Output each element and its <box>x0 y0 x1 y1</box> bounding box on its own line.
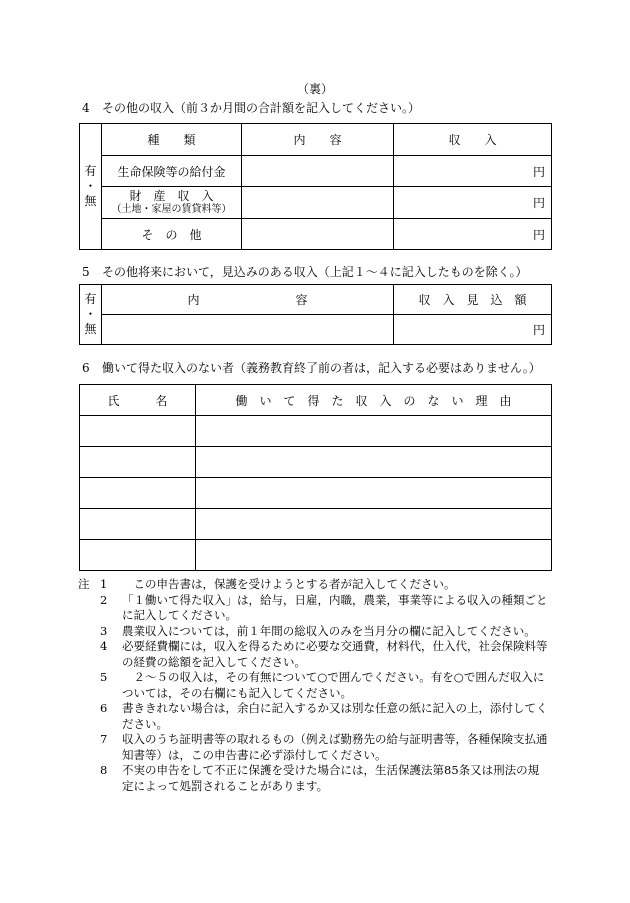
property-content-cell[interactable] <box>242 187 394 219</box>
section4-title <box>82 99 420 116</box>
note-item <box>78 701 548 732</box>
header-name: 氏 名 <box>80 385 196 416</box>
row-label-other: そ の 他 <box>102 219 242 250</box>
side-label-yes: 有 <box>84 164 97 178</box>
note-text: 「１働いて得た収入」は，給与，日雇，内職，農業，事業等による収入の種類ごとに記入してください。 <box>122 592 548 622</box>
table-row <box>80 540 552 571</box>
table-row <box>80 478 552 509</box>
note-number: 5 <box>100 670 108 684</box>
note-item <box>78 639 548 670</box>
note-number: 6 <box>100 701 108 715</box>
note-item <box>78 763 548 794</box>
expected-content-cell[interactable] <box>102 315 394 345</box>
other-content-cell[interactable] <box>242 219 394 250</box>
note-item <box>78 577 548 593</box>
note-number: 8 <box>100 763 108 777</box>
section5-title <box>82 263 528 280</box>
section5-side-label <box>80 285 102 345</box>
note-item <box>78 670 548 701</box>
side-label-no: 無 <box>84 322 97 336</box>
property-label: 財 産 収 入 <box>129 188 214 203</box>
row-label-property <box>102 187 242 219</box>
table-row <box>80 416 552 447</box>
note-text: 不実の申告をして不正に保護を受けた場合には，生活保護法第85条又は刑法の規定によって処罰されることがあります。 <box>122 763 540 793</box>
section6-title-text: 働いて得た収入のない者（義務教育終了前の者は，記入する必要はありません。） <box>102 361 541 375</box>
reason-cell[interactable] <box>196 478 552 509</box>
header-income: 収 入 <box>394 124 552 156</box>
note-item <box>78 732 548 763</box>
side-label-dot: ・ <box>84 179 97 193</box>
header-content: 内 容 <box>242 124 394 156</box>
name-cell[interactable] <box>80 447 196 478</box>
note-text: 書ききれない場合は，余白に記入するか又は別な任意の紙に記入の上，添付してください。 <box>122 701 548 731</box>
side-label-dot: ・ <box>84 307 97 321</box>
reason-cell[interactable] <box>196 540 552 571</box>
expected-income-cell[interactable]: 円 <box>394 315 552 345</box>
reason-cell[interactable] <box>196 447 552 478</box>
insurance-income-cell[interactable]: 円 <box>394 156 552 187</box>
section5-title-text: その他将来において，見込みのある収入（上記１～４に記入したものを除く。） <box>102 265 528 279</box>
side-label-no: 無 <box>84 194 97 208</box>
reason-cell[interactable] <box>196 509 552 540</box>
section6-number: 6 <box>82 361 90 375</box>
side-label-yes: 有 <box>84 292 97 306</box>
note-number: 3 <box>100 623 108 638</box>
name-cell[interactable] <box>80 478 196 509</box>
header-content: 内 容 <box>102 285 394 315</box>
name-cell[interactable] <box>80 509 196 540</box>
note-text: 農業収入については，前１年間の総収入のみを当月分の欄に記入してください。 <box>122 623 536 638</box>
name-cell[interactable] <box>80 416 196 447</box>
notes-heading: 注 <box>78 577 90 591</box>
note-number: 1 <box>100 577 108 591</box>
note-text: この申告書は，保護を受けようとする者が記入してください。 <box>122 577 456 591</box>
note-number: 2 <box>100 592 108 607</box>
note-text: 必要経費欄には，収入を得るために必要な交通費，材料代，仕入代，社会保険料等の経費の総額を記入してください。 <box>122 639 548 669</box>
note-item <box>78 624 548 640</box>
section4-side-label <box>80 124 102 250</box>
notes <box>78 577 548 794</box>
property-income-cell[interactable]: 円 <box>394 187 552 219</box>
section6-title <box>82 359 541 376</box>
section5-table <box>79 284 552 345</box>
note-text: 収入のうち証明書等の取れるもの（例えば勤務先の給与証明書等，各種保険支払通知書等）は，この申告書に必ず添付してください。 <box>122 732 548 762</box>
other-income-cell[interactable]: 円 <box>394 219 552 250</box>
section4-title-text: その他の収入（前３か月間の合計額を記入してください。） <box>102 101 421 115</box>
page-heading: （裏） <box>296 82 333 96</box>
section4-number: 4 <box>82 101 90 115</box>
table-row <box>80 447 552 478</box>
header-expected-income: 収 入 見 込 額 <box>394 285 552 315</box>
section5-number: 5 <box>82 265 90 279</box>
header-kind: 種 類 <box>102 124 242 156</box>
reason-cell[interactable] <box>196 416 552 447</box>
note-number: 7 <box>100 732 108 746</box>
section6-table <box>79 384 552 571</box>
insurance-content-cell[interactable] <box>242 156 394 187</box>
section4-table <box>79 123 552 250</box>
note-text: ２～５の収入は，その有無について○で囲んでください。有を○で囲んだ収入については，その右欄にも記入してください。 <box>122 670 545 700</box>
note-item <box>78 593 548 624</box>
property-sublabel: （土地・家屋の賃貸料等） <box>111 203 232 215</box>
table-row <box>80 509 552 540</box>
note-number: 4 <box>100 639 108 653</box>
name-cell[interactable] <box>80 540 196 571</box>
header-reason: 働 い て 得 た 収 入 の な い 理 由 <box>196 385 552 416</box>
row-label-insurance: 生命保険等の給付金 <box>102 156 242 187</box>
